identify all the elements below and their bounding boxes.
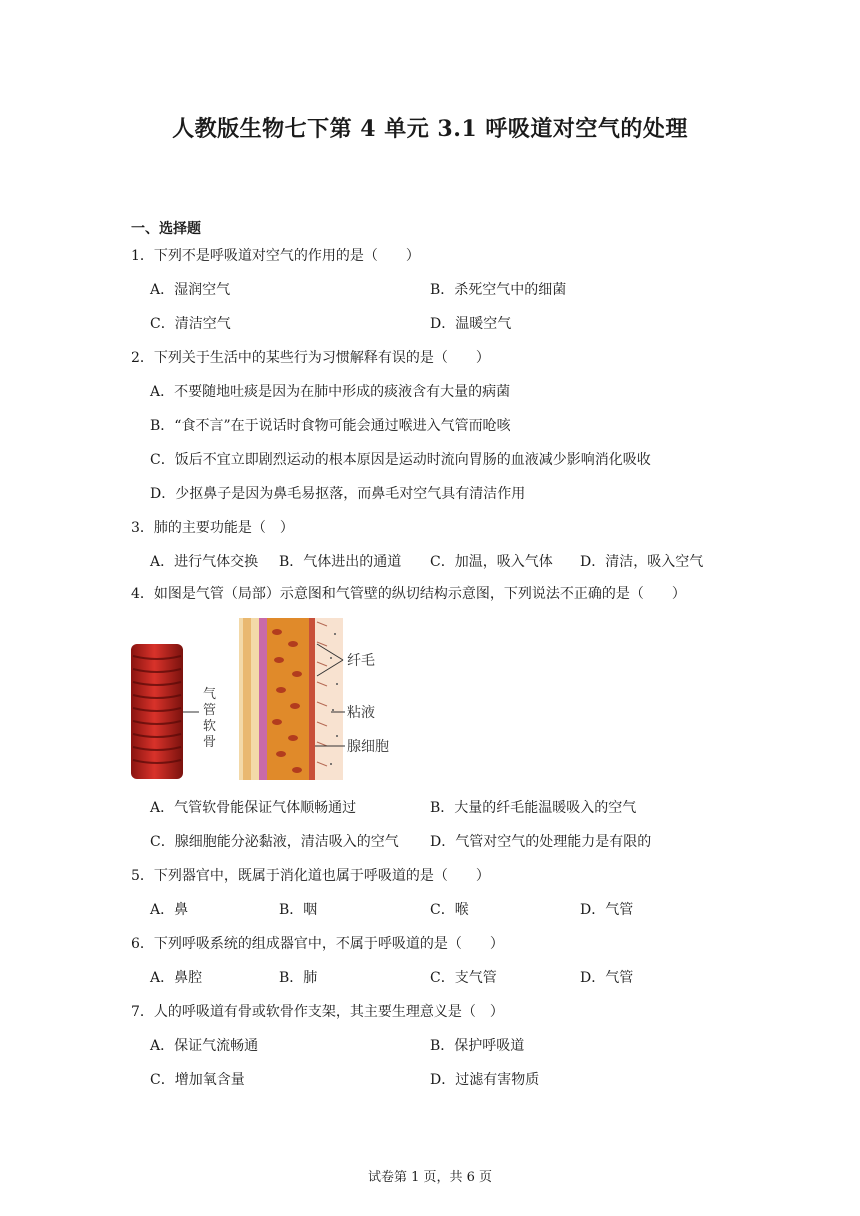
question-3-option-a: A．进行气体交换 — [150, 554, 259, 570]
question-5-stem: 5．下列器官中，既属于消化道也属于呼吸道的是（ ） — [131, 868, 490, 884]
cilia-label: 纤毛 — [347, 653, 375, 669]
page-title: 人教版生物七下第 4 单元 3.1 呼吸道对空气的处理 — [172, 116, 688, 142]
trachea-label-3: 软 — [203, 719, 217, 734]
question-2-option-c: C．饭后不宜立即剧烈运动的根本原因是运动时流向胃肠的血液减少影响消化吸收 — [150, 452, 651, 468]
question-7-stem: 7．人的呼吸道有骨或软骨作支架，其主要生理意义是（ ） — [131, 1004, 504, 1020]
question-7-option-c: C．增加氧含量 — [150, 1072, 245, 1088]
question-1-stem: 1．下列不是呼吸道对空气的作用的是（ ） — [131, 248, 420, 264]
question-4-option-d: D．气管对空气的处理能力是有限的 — [430, 834, 652, 850]
question-7-option-b: B．保护呼吸道 — [430, 1038, 525, 1054]
question-1-option-b: B．杀死空气中的细菌 — [430, 282, 567, 298]
question-3-option-b: B．气体进出的通道 — [279, 554, 402, 570]
question-5-option-b: B．咽 — [279, 902, 318, 918]
page-footer: 试卷第 1 页，共 6 页 — [367, 1170, 493, 1185]
mucus-label: 粘液 — [347, 705, 375, 721]
question-1-option-a: A．湿润空气 — [150, 282, 231, 298]
question-3-option-d: D．清洁，吸入空气 — [580, 554, 704, 570]
question-7-option-d: D．过滤有害物质 — [430, 1072, 540, 1088]
question-7-option-a: A．保证气流畅通 — [150, 1038, 259, 1054]
trachea-wall-section — [239, 618, 343, 780]
question-6-option-c: C．支气管 — [430, 970, 497, 986]
trachea-figure — [131, 614, 401, 782]
question-1-option-c: C．清洁空气 — [150, 316, 231, 332]
trachea-diagram — [131, 614, 401, 782]
question-2-option-a: A．不要随地吐痰是因为在肺中形成的痰液含有大量的病菌 — [150, 384, 511, 400]
question-6-option-b: B．肺 — [279, 970, 318, 986]
question-4-option-c: C．腺细胞能分泌黏液，清洁吸入的空气 — [150, 834, 399, 850]
question-5-option-c: C．喉 — [430, 902, 469, 918]
question-6-option-a: A．鼻腔 — [150, 970, 203, 986]
question-2-option-b: B．“食不言”在于说话时食物可能会通过喉进入气管而呛咳 — [150, 418, 511, 434]
question-6-option-d: D．气管 — [580, 970, 634, 986]
question-2-option-d: D．少抠鼻子是因为鼻毛易抠落，而鼻毛对空气具有清洁作用 — [150, 486, 526, 502]
gland-cell-label: 腺细胞 — [347, 739, 389, 755]
trachea-label-4: 骨 — [203, 735, 217, 750]
question-5-option-a: A．鼻 — [150, 902, 189, 918]
question-3-stem: 3．肺的主要功能是（ ） — [131, 520, 294, 536]
trachea-tube — [131, 644, 199, 779]
section-heading: 一、选择题 — [131, 221, 201, 237]
question-3-option-c: C．加温，吸入气体 — [430, 554, 553, 570]
question-1-option-d: D．温暖空气 — [430, 316, 512, 332]
question-2-stem: 2．下列关于生活中的某些行为习惯解释有误的是（ ） — [131, 350, 490, 366]
question-4-option-b: B．大量的纤毛能温暖吸入的空气 — [430, 800, 637, 816]
question-5-option-d: D．气管 — [580, 902, 634, 918]
trachea-label-2: 管 — [203, 703, 217, 718]
question-4-option-a: A．气管软骨能保证气体顺畅通过 — [150, 800, 357, 816]
question-4-stem: 4．如图是气管（局部）示意图和气管壁的纵切结构示意图，下列说法不正确的是（ ） — [131, 586, 686, 602]
question-6-stem: 6．下列呼吸系统的组成器官中，不属于呼吸道的是（ ） — [131, 936, 504, 952]
trachea-label-1: 气 — [203, 687, 217, 702]
